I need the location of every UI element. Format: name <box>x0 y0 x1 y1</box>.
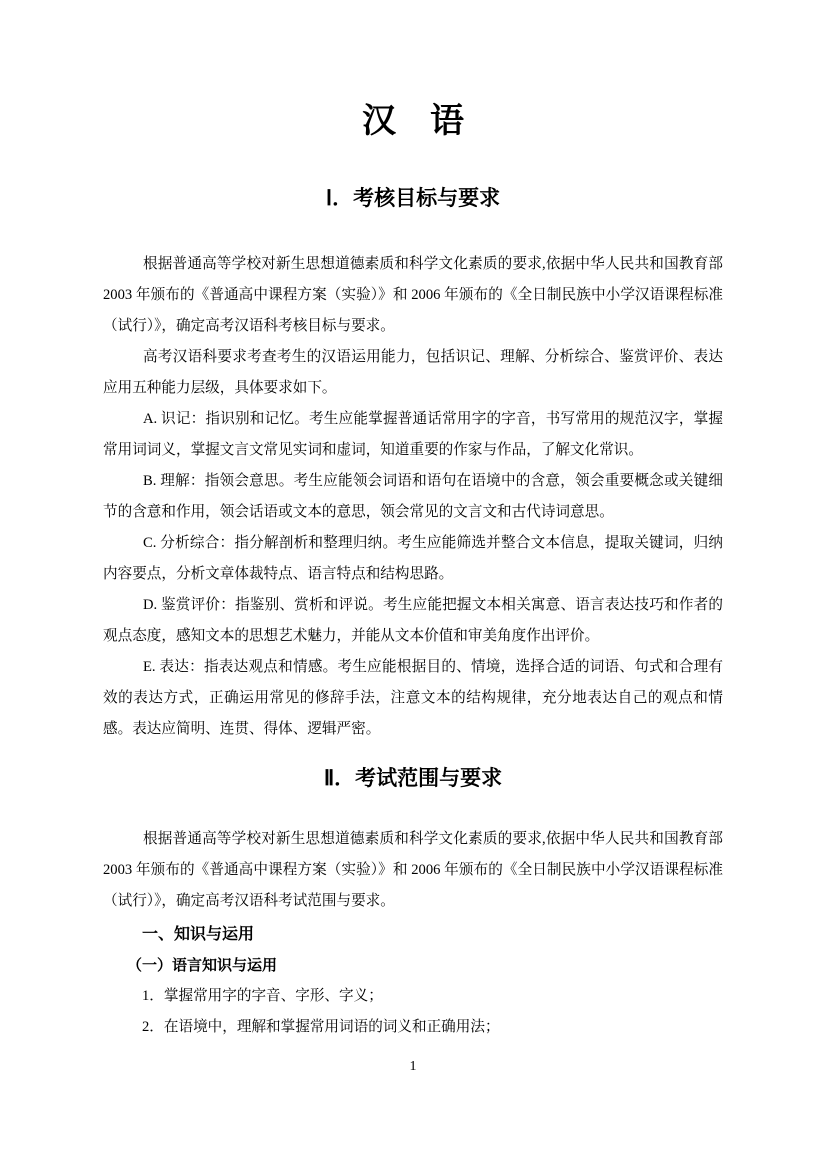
body-paragraph: D. 鉴赏评价：指鉴别、赏析和评说。考生应能把握文本相关寓意、语言表达技巧和作者的观点态度，感知文本的思想艺术魅力，并能从文本价值和审美角度作出评价。 <box>103 597 723 644</box>
document-title: 汉 语 <box>362 103 464 140</box>
subsection-heading: 一、知识与运用 <box>142 926 255 943</box>
list-item: 2．在语境中，理解和掌握常用词语的词义和正确用法； <box>142 1019 500 1035</box>
section-2-body <box>103 824 723 1043</box>
body-paragraph: B. 理解：指领会意思。考生应能领会词语和语句在语境中的含意，领会重要概念或关键细节的含意和作用，领会话语或文本的意思，领会常见的文言文和古代诗词意思。 <box>103 473 723 520</box>
body-paragraph: 根据普通高等学校对新生思想道德素质和科学文化素质的要求,依据中华人民共和国教育部 2003 年颁布的《普通高中课程方案（实验）》和 2006 年颁布的《全日制民族中小学汉语课程标准（试行）》，确定高考汉语科考试范围与要求。 <box>103 831 723 909</box>
body-paragraph: 根据普通高等学校对新生思想道德素质和科学文化素质的要求,依据中华人民共和国教育部 2003 年颁布的《普通高中课程方案（实验）》和 2006 年颁布的《全日制民族中小学汉语课程标准（试行）》，确定高考汉语科考核目标与要求。 <box>103 256 723 334</box>
body-paragraph: E. 表达：指表达观点和情感。考生应能根据目的、情境，选择合适的词语、句式和合理有效的表达方式，正确运用常见的修辞手法，注意文本的结构规律，充分地表达自己的观点和情感。表达应简明、连贯、得体、逻辑严密。 <box>103 659 723 737</box>
page-number: 1 <box>409 1059 417 1074</box>
document-content <box>103 0 723 1043</box>
section-2-heading: Ⅱ．考试范围与要求 <box>323 767 503 790</box>
body-paragraph: A. 识记：指识别和记忆。考生应能掌握普通话常用字的字音，书写常用的规范汉字，掌握常用词词义，掌握文言文常见实词和虚词，知道重要的作家与作品，了解文化常识。 <box>103 411 723 458</box>
body-paragraph: 高考汉语科要求考查考生的汉语运用能力，包括识记、理解、分析综合、鉴赏评价、表达应用五种能力层级，具体要求如下。 <box>103 349 723 396</box>
subsubsection-heading: （一）语言知识与运用 <box>127 957 278 974</box>
body-paragraph: C. 分析综合：指分解剖析和整理归纳。考生应能筛选并整合文本信息，提取关键词，归纳内容要点，分析文章体裁特点、语言特点和结构思路。 <box>103 535 723 582</box>
section-1-heading: Ⅰ．考核目标与要求 <box>325 187 501 210</box>
list-item: 1．掌握常用字的字音、字形、字义； <box>142 988 383 1004</box>
section-1-body <box>103 249 723 745</box>
